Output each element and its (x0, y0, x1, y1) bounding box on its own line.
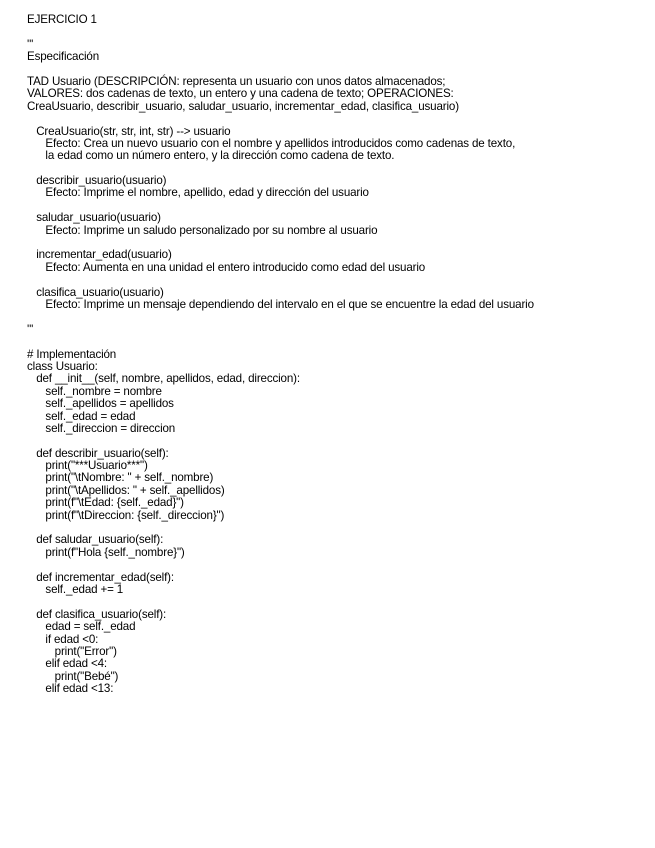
text-line: ''' (27, 322, 34, 336)
text-line: print("Error") (27, 644, 117, 658)
text-line: def __init__(self, nombre, apellidos, edad, direccion): (27, 372, 300, 386)
text-line: Efecto: Imprime un saludo personalizado por su nombre al usuario (27, 223, 378, 237)
text-line: self._nombre = nombre (27, 384, 162, 398)
blank-line (27, 274, 647, 286)
text-line: ''' (27, 37, 34, 51)
text-line: print(f"\tEdad: {self._edad}") (27, 496, 184, 510)
text-line: Efecto: Imprime el nombre, apellido, edad y dirección del usuario (27, 186, 369, 200)
blank-line (27, 113, 647, 125)
text-line: class Usuario: (27, 359, 98, 373)
text-line: print(f"Hola {self._nombre}") (27, 545, 185, 559)
text-line: self._apellidos = apellidos (27, 397, 174, 411)
text-line: print("***Usuario***") (27, 459, 148, 473)
text-line: def saludar_usuario(self): (27, 533, 164, 547)
text-line: Especificación (27, 50, 100, 64)
blank-line (27, 596, 647, 608)
text-line: def clasifica_usuario(self): (27, 607, 167, 621)
text-line: edad = self._edad (27, 620, 136, 634)
text-line: self._direccion = direccion (27, 421, 176, 435)
text-line: elif edad <4: (27, 657, 107, 671)
text-line: print("\tApellidos: " + self._apellidos) (27, 483, 225, 497)
text-line: la edad como un número entero, y la dirección como cadena de texto. (27, 149, 395, 163)
text-line: self._edad += 1 (27, 582, 124, 596)
text-line: Efecto: Aumenta en una unidad el entero introducido como edad del usuario (27, 260, 426, 274)
text-line: EJERCICIO 1 (27, 13, 97, 26)
text-line: describir_usuario(usuario) (27, 174, 167, 188)
text-line: def describir_usuario(self): (27, 446, 169, 460)
text-line: print("\tNombre: " + self._nombre) (27, 471, 214, 485)
text-line: TAD Usuario (DESCRIPCIÓN: representa un usuario con unos datos almacenados; (27, 74, 446, 88)
text-line: elif edad <13: (27, 682, 114, 696)
text-line: print(f"\tDireccion: {self._direccion}") (27, 508, 225, 522)
text-line: CreaUsuario(str, str, int, str) --> usuario (27, 124, 231, 138)
text-line: incrementar_edad(usuario) (27, 248, 172, 262)
text-line: Efecto: Imprime un mensaje dependiendo del intervalo en el que se encuentre la edad del usuario (27, 297, 534, 311)
blank-line (27, 311, 647, 323)
text-line: Efecto: Crea un nuevo usuario con el nombre y apellidos introducidos como cadenas de texto, (27, 136, 516, 150)
blank-line (27, 435, 647, 447)
text-line: clasifica_usuario(usuario) (27, 285, 164, 299)
text-line: # Implementación (27, 347, 117, 361)
blank-line (27, 26, 647, 38)
text-line: print("Bebé") (27, 669, 119, 683)
text-line: VALORES: dos cadenas de texto, un entero y una cadena de texto; OPERACIONES: (27, 87, 454, 101)
text-line: saludar_usuario(usuario) (27, 211, 161, 225)
blank-line (27, 336, 647, 348)
blank-line (27, 559, 647, 571)
document-page (27, 14, 647, 695)
text-line: def incrementar_edad(self): (27, 570, 174, 584)
text-line: self._edad = edad (27, 409, 136, 423)
text-line: if edad <0: (27, 632, 99, 646)
text-line: CreaUsuario, describir_usuario, saludar_usuario, incrementar_edad, clasifica_usuario) (27, 99, 459, 113)
